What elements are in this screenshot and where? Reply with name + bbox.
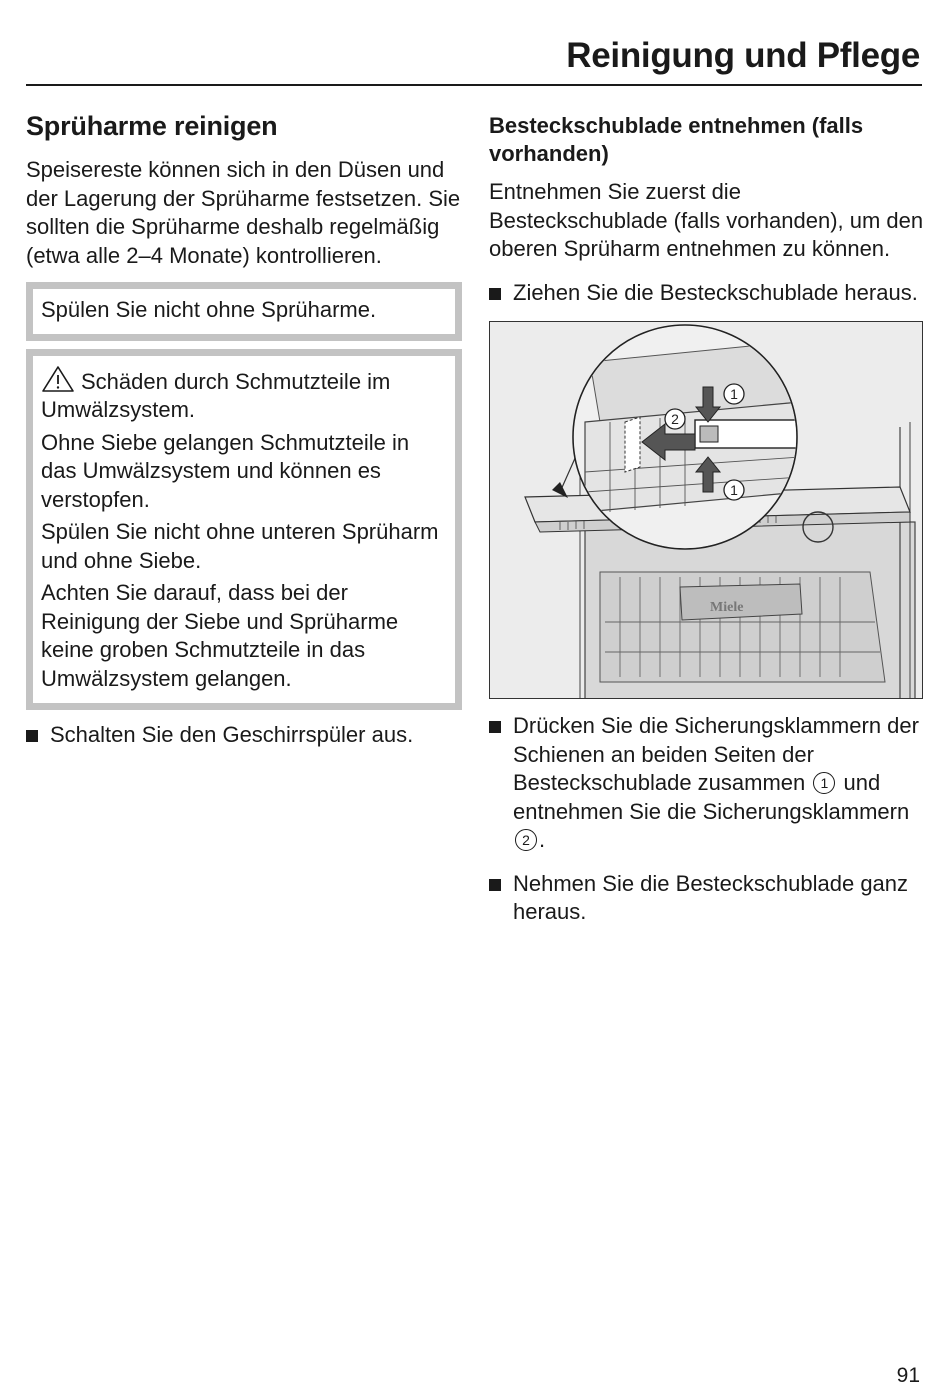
reference-marker-1: 1 xyxy=(813,772,835,794)
left-column xyxy=(26,108,462,750)
instruction-text: und entnehmen Sie die Sicherungsklammern xyxy=(513,770,910,824)
callout-1-top xyxy=(724,384,744,404)
notice-box xyxy=(26,282,462,341)
page-number: 91 xyxy=(896,1364,920,1387)
instruction-step xyxy=(489,279,925,308)
warning-paragraph: Spülen Sie nicht ohne unteren Sprüharm und ohne Siebe. xyxy=(41,519,439,573)
bullet-square-icon xyxy=(489,721,501,733)
instruction-text: Drücken Sie die Sicherungsklammern der Schienen an beiden Seiten der Besteckschublade zusammen xyxy=(513,713,919,795)
reference-marker-2: 2 xyxy=(515,829,537,851)
callout-2 xyxy=(665,409,685,429)
svg-text:2: 2 xyxy=(671,411,679,427)
bullet-square-icon xyxy=(489,879,501,891)
page-header-title: Reinigung und Pflege xyxy=(566,36,920,75)
instruction-text: Ziehen Sie die Besteckschublade heraus. xyxy=(513,279,918,305)
instruction-text: Nehmen Sie die Besteckschublade ganz heraus. xyxy=(513,870,909,924)
warning-title: Schäden durch Schmutzteile im Umwälzsystem. xyxy=(41,368,391,422)
warning-title-line xyxy=(41,365,447,425)
notice-text: Spülen Sie nicht ohne Sprüharme. xyxy=(41,297,377,322)
warning-paragraph: Ohne Siebe gelangen Schmutzteile in das Umwälzsystem und können es verstopfen. xyxy=(41,429,410,512)
instruction-text: . xyxy=(539,827,546,852)
svg-text:1: 1 xyxy=(730,386,738,402)
callout-1-bottom xyxy=(724,480,744,500)
bullet-square-icon xyxy=(489,288,501,300)
dishwasher-diagram xyxy=(490,322,923,699)
intro-paragraph: Entnehmen Sie zuerst die Besteckschublade (falls vorhanden), um den oberen Sprüharm entnehmen zu können. xyxy=(489,179,924,261)
bullet-square-icon xyxy=(26,730,38,742)
instruction-step xyxy=(26,721,462,750)
right-column xyxy=(489,108,925,927)
brand-label: Miele xyxy=(710,600,744,615)
instruction-text: Schalten Sie den Geschirrspüler aus. xyxy=(50,722,414,747)
section-heading: Sprüharme reinigen xyxy=(26,111,278,141)
intro-paragraph: Speisereste können sich in den Düsen und der Lagerung der Sprüharme festsetzen. Sie sollten die Sprüharme deshalb regelmäßig (etwa alle 2–4 Monate) kontrollieren. xyxy=(26,157,461,268)
subsection-heading: Besteckschublade entnehmen (falls vorhanden) xyxy=(489,113,864,166)
cutlery-drawer-illustration xyxy=(489,321,923,699)
instruction-step xyxy=(489,712,925,855)
instruction-step xyxy=(489,870,925,927)
warning-box xyxy=(26,349,462,711)
svg-text:1: 1 xyxy=(730,482,738,498)
warning-paragraph: Achten Sie darauf, dass bei der Reinigung der Siebe und Sprüharme keine groben Schmutzteile in das Umwälzsystem gelangen. xyxy=(41,580,399,691)
header-divider xyxy=(26,84,922,86)
warning-triangle-icon xyxy=(41,365,75,393)
